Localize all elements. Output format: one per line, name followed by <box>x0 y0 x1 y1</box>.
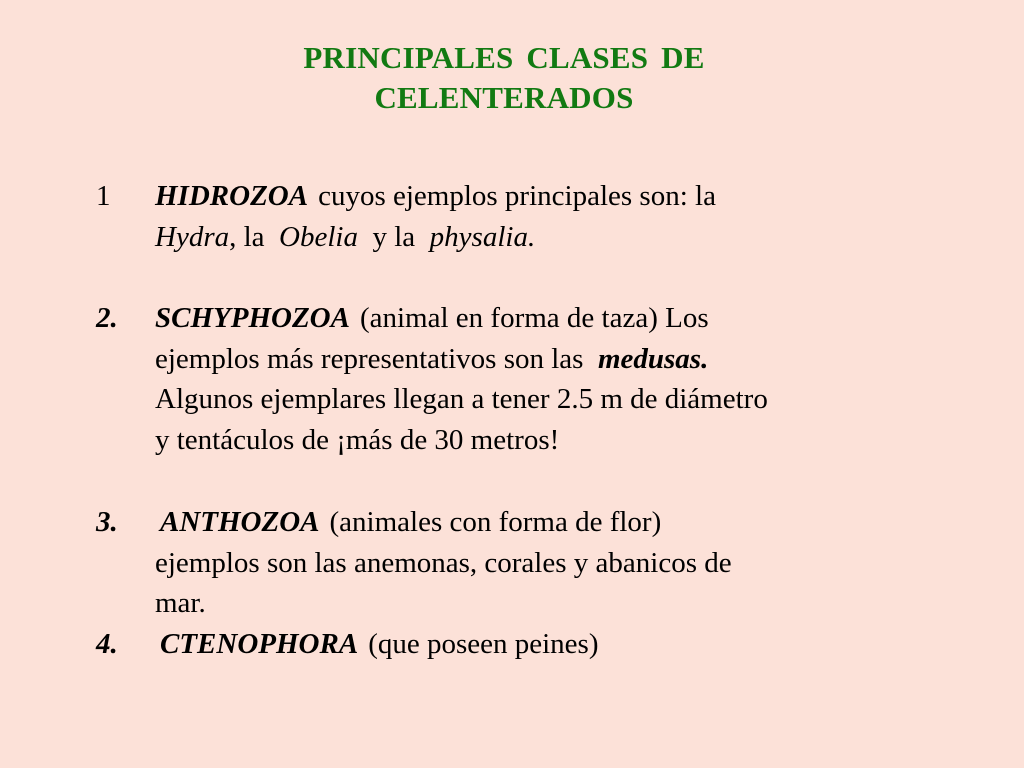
item-body <box>155 502 950 624</box>
item-number: 4. <box>96 628 118 660</box>
item-line-3: Algunos ejemplares llegan a tener 2.5 m de diámetro <box>155 383 768 415</box>
item-line-2 <box>155 217 945 258</box>
item-text: (animal en forma de taza) Los <box>359 302 709 334</box>
item-number: 3. <box>96 506 118 538</box>
item-text: y la <box>357 220 430 253</box>
item-line-4: y tentáculos de ¡más de 30 metros! <box>155 423 560 456</box>
item-line-1 <box>155 176 945 217</box>
example-medusas: medusas. <box>597 342 709 375</box>
item-line-2 <box>155 339 945 380</box>
item-line-2: ejemplos son las anemonas, corales y abanicos de <box>155 546 732 579</box>
item-text: ejemplos más representativos son las <box>155 342 598 375</box>
item-text: cuyos ejemplos principales son: la <box>318 180 716 212</box>
item-line-1 <box>160 502 950 543</box>
class-term: HIDROZOA <box>155 180 309 212</box>
item-number: 1 <box>96 180 111 212</box>
item-number: 2. <box>96 302 118 334</box>
item-body <box>155 176 945 257</box>
slide-title <box>0 38 1008 118</box>
item-body <box>160 624 950 665</box>
item-body <box>155 298 945 460</box>
slide-title-line-1: PRINCIPALES CLASES DE <box>303 40 705 75</box>
example-obelia: Obelia <box>279 220 358 253</box>
example-physalia: physalia. <box>429 220 536 253</box>
item-text: , la <box>229 220 280 253</box>
class-term: CTENOPHORA <box>160 628 359 660</box>
item-line-3: mar. <box>155 587 206 619</box>
class-term: ANTHOZOA <box>160 506 320 538</box>
item-line-1 <box>155 298 945 339</box>
item-text: (animales con forma de flor) <box>329 506 662 538</box>
item-line-1 <box>160 624 950 665</box>
item-text: (que poseen peines) <box>368 628 599 660</box>
slide-title-line-2: CELENTERADOS <box>374 80 634 115</box>
example-hydra: Hydra <box>155 220 230 253</box>
class-term: SCHYPHOZOA <box>155 302 350 334</box>
